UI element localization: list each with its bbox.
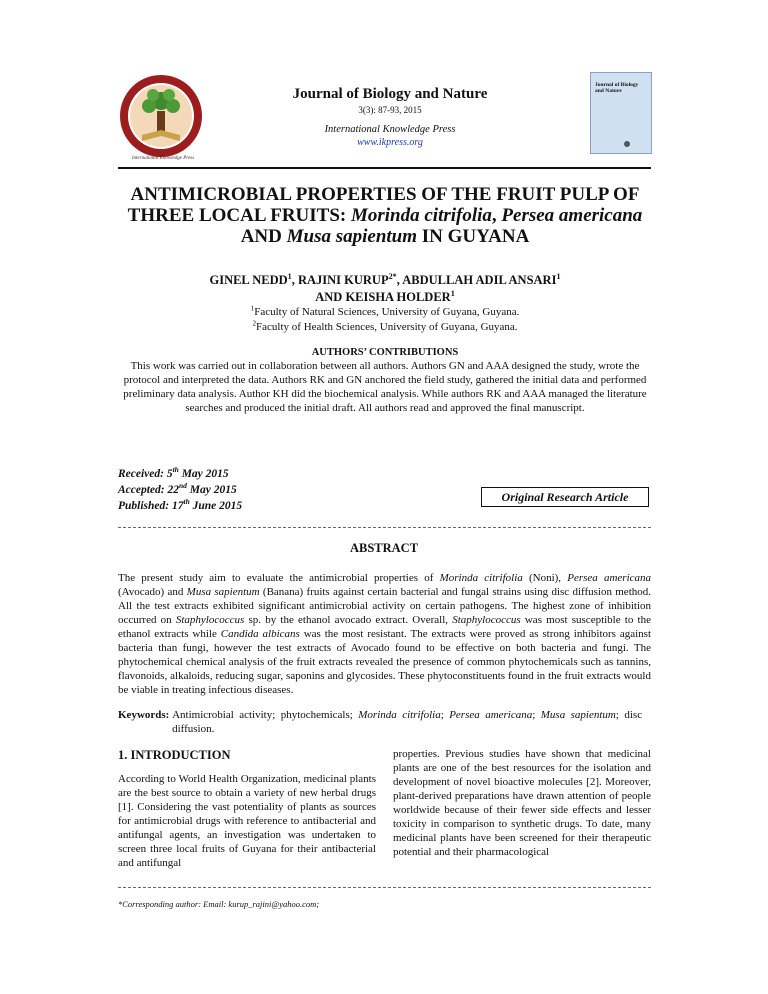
title-line-2: THREE LOCAL FRUITS: Morinda citrifolia, Persea americana <box>127 205 643 226</box>
journal-title: Journal of Biology and Nature <box>292 86 488 102</box>
publisher-logo <box>118 73 204 159</box>
affiliations <box>180 305 590 335</box>
article-type-badge: Original Research Article <box>481 487 649 507</box>
abstract-heading: ABSTRACT <box>349 541 419 555</box>
introduction-heading: 1. INTRODUCTION <box>118 748 231 762</box>
contributions-text: This work was carried out in collaboration between all authors. Authors GN and AAA designed the study, wrote the protocol and interpreted the data. Authors RK and GN anchored the field study, gathered the initial data and performed preliminary data analysis. Author KH did the biochemical analysis. While authors RK and AAA managed the literature searches and produced the initial draft. All authors read and approved the final manuscript. <box>123 360 647 414</box>
cover-title: Journal of Biology and Nature <box>595 82 639 94</box>
accepted-date: Accepted: 22nd May 2015 <box>118 481 237 496</box>
publisher-website-link[interactable]: www.ikpress.org <box>357 137 423 148</box>
footnote-divider <box>118 887 651 888</box>
affiliation-2: $^2$Faculty of Health Sciences, University of Guyana, Guyana. <box>252 319 518 333</box>
title-line-1: ANTIMICROBIAL PROPERTIES OF THE FRUIT PULP OF <box>130 184 640 205</box>
keywords-list: Antimicrobial activity; phytochemicals; Morinda citrifolia; Persea americana; Musa sapientum; disc diffusion. <box>172 709 643 735</box>
keywords: Keywords: Antimicrobial activity; phytochemicals; Morinda citrifolia; Persea americana; Musa sapientum; disc diffusion. <box>118 709 643 735</box>
title-line-3: AND Musa sapientum IN GUYANA <box>240 226 530 247</box>
contributions-heading: AUTHORS’ CONTRIBUTIONS <box>311 347 459 358</box>
journal-cover-thumbnail <box>590 72 652 154</box>
section-divider <box>118 527 651 528</box>
author-list: GINEL NEDD$^1$, RAJINI $KURUP^{2*}$, ABDULLAH ADIL ANSARI$^1$ AND KEISHA HOLDER$^1$ <box>209 271 561 304</box>
abstract-text: The present study aim to evaluate the antimicrobial properties of Morinda citrifolia (Noni), Persea americana (Avocado) and Musa sapientum (Banana) fruits against certain bacterial and fungal strains using disc diffusion method. All the test extracts exhibited significant antimicrobial activity on certain pathogens. The highest zone of inhibition occurred on Staphylococcus sp. by the ethanol avocado extract. Overall, Staphylococcus was most susceptible to the ethanol extracts while Candida albicans was the most resistant. The extracts were proved as strong inhibitors against bacteria than fungi, however the test extracts of Avocado found to be effective on both bacteria and fungi. The phytochemical chemical analysis of the fruit extracts revealed the presence of common phytochemicals such as tannins, flavonoids, alkaloids, reducing sugar, saponins and glycosides. These phytoconstituents found in the fruit extracts would be viable in treating infectious diseases. <box>118 572 652 696</box>
article-dates <box>118 466 358 514</box>
received-date: Received: 5th May 2015 <box>118 465 229 480</box>
publisher-name: International Knowledge Press <box>324 124 456 135</box>
article-title <box>105 184 665 247</box>
header-divider <box>118 167 651 169</box>
logo-caption: International Knowledge Press <box>131 156 195 161</box>
affiliation-1: $^1$Faculty of Natural Sciences, University of Guyana, Guyana. <box>250 304 520 318</box>
corresponding-author-footnote: *Corresponding author: Email: kurup_rajini@yahoo.com; <box>118 899 320 909</box>
journal-volume: 3(3): 87-93, 2015 <box>358 105 422 115</box>
introduction-left-column: According to World Health Organization, medicinal plants are the best source to obtain a variety of new herbal drugs [1]. Considering the vast potentiality of plants as sources for antimicrobial drugs with reference to antibacterial and antifungal agents, an investigation was undertaken to screen three local fruits of Guyana for their antibacterial and antifungal <box>118 773 376 869</box>
published-date: Published: 17th June 2015 <box>118 497 243 512</box>
cover-emblem-icon <box>624 141 630 147</box>
introduction-right-column: properties. Previous studies have shown that medicinal plants are one of the best resources for the isolation and development of novel bioactive molecules [2]. Moreover, plant-derived preparations have drawn attention of people worldwide because of their fewer side effects and lesser toxicity in comparison to synthetic drugs. To date, many medicinal plants have been screened for their therapeutic potential and their pharmacological <box>393 748 651 858</box>
